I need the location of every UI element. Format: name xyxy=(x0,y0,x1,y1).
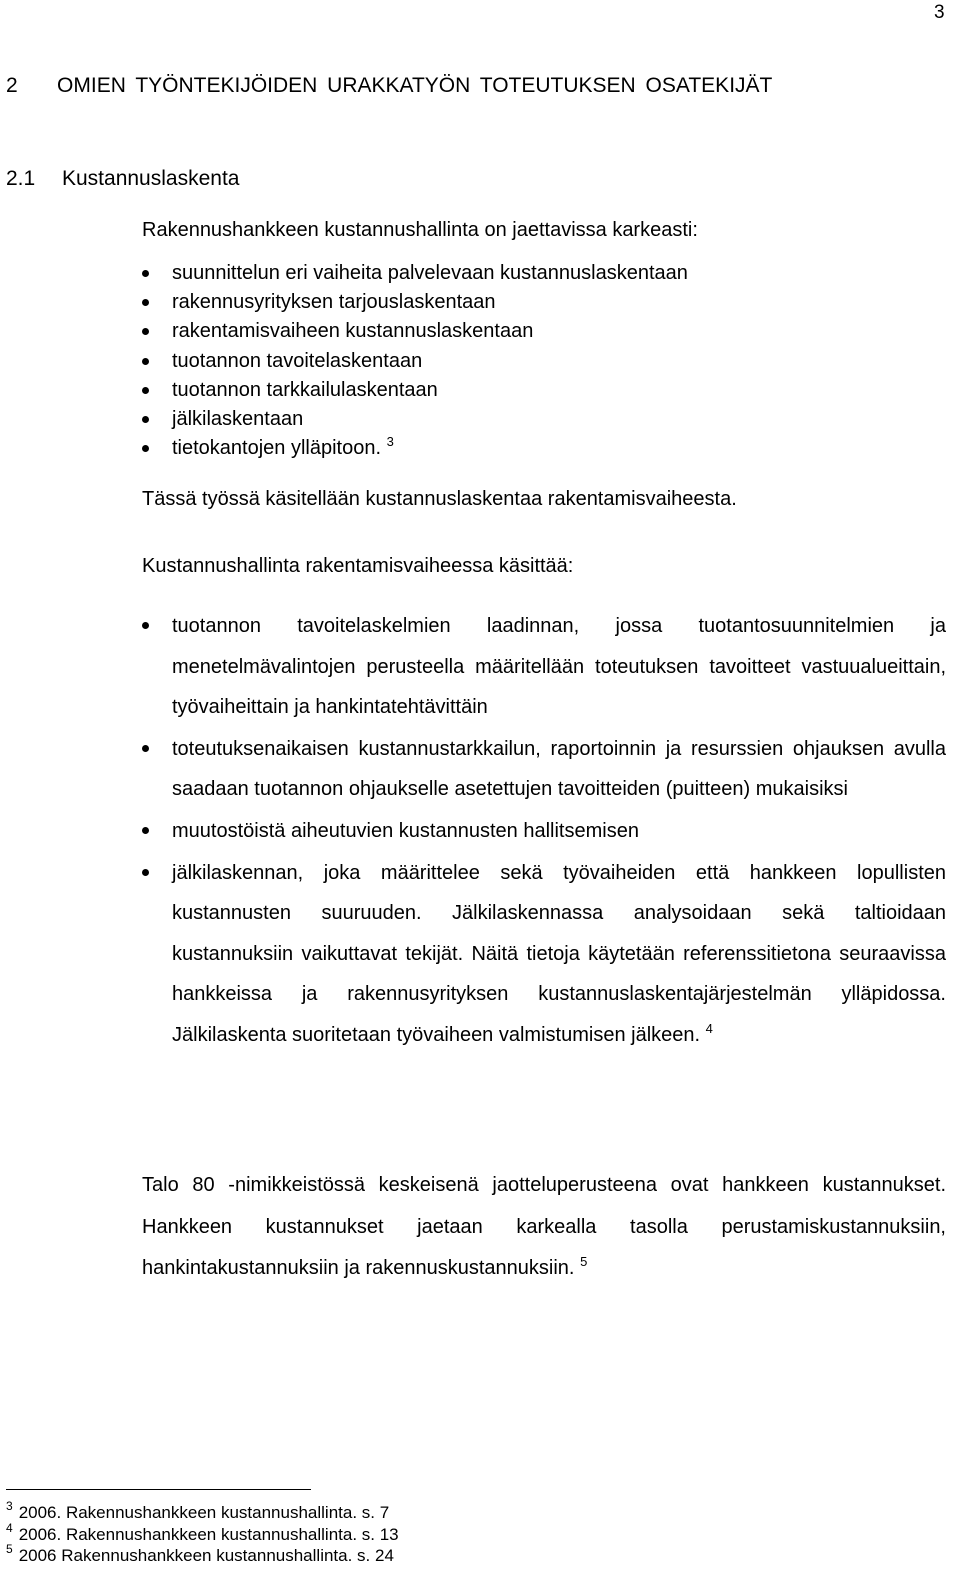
footnote: $^4$ 2006. Rakennushankkeen kustannushallinta. s. 13 xyxy=(6,1520,399,1544)
list-item: jälkilaskentaan xyxy=(142,405,688,434)
list-item: suunnittelun eri vaiheita palvelevaan kustannuslaskentaan xyxy=(142,259,688,288)
section-number: 2.1 xyxy=(6,167,36,190)
footnote: $^5$ 2006 Rakennushankkeen kustannushallinta. s. 24 xyxy=(6,1542,394,1565)
list-item: tuotannon tarkkailulaskentaan xyxy=(142,376,688,405)
scope-paragraph: Tässä työssä käsitellään kustannuslaskentaa rakentamisvaiheesta. xyxy=(142,488,737,510)
intro-paragraph: Rakennushankkeen kustannushallinta on jaettavissa karkeasti: xyxy=(142,219,698,241)
list-item: jälkilaskennan, joka määrittelee sekä työvaiheiden että hankkeen lopullisten kustannusten suuruuden. Jälkilaskennassa analysoidaan sekä taltioidaan kustannuksiin vaikuttavat tekijät. Näitä tietoja käytetään referenssitietona seuraavissa hankkeissa ja rakennusyrityksen kustannuslaskentajärjestelmän ylläpidossa. Jälkilaskenta suoritetaan työvaiheen valmistumisen jälkeen. $^4$ xyxy=(142,853,946,1056)
construction-phase-list xyxy=(142,606,946,1057)
footnote-ref: 3 xyxy=(386,434,394,450)
list-item: tietokantojen ylläpitoon. $^3$ xyxy=(142,434,688,463)
bullet-icon xyxy=(142,270,149,277)
bullet-icon xyxy=(142,622,149,629)
bullet-icon xyxy=(142,358,149,365)
bullet-icon xyxy=(142,328,149,335)
footnote-ref: 4 xyxy=(705,1020,713,1036)
bullet-icon xyxy=(142,299,149,306)
list-item: tuotannon tavoitelaskentaan xyxy=(142,347,688,376)
footnote-ref: 5 xyxy=(580,1254,588,1269)
section-title: Kustannuslaskenta xyxy=(62,167,240,190)
page-number: 3 xyxy=(934,2,945,23)
footnote: $^3$ 2006. Rakennushankkeen kustannushallinta. s. 7 xyxy=(6,1499,390,1522)
footnotes xyxy=(6,1499,399,1567)
bullet-icon xyxy=(142,416,149,423)
list-item: rakentamisvaiheen kustannuslaskentaan xyxy=(142,317,688,346)
cost-management-list xyxy=(142,259,688,463)
bullet-icon xyxy=(142,869,149,876)
bullet-icon xyxy=(142,745,149,752)
talo-paragraph: Talo 80 -nimikkeistössä keskeisenä jaotteluperusteena ovat hankkeen kustannukset. Hankkeen kustannukset jaetaan karkealla tasolla perustamiskustannuksiin, hankintakustannuksiin ja rakennuskustannuksiin. $^5$ xyxy=(142,1174,946,1279)
intro2-paragraph: Kustannushallinta rakentamisvaiheessa käsittää: xyxy=(142,555,574,577)
footnote-divider xyxy=(6,1489,311,1490)
list-item: muutostöistä aiheutuvien kustannusten hallitsemisen xyxy=(142,811,946,852)
bullet-icon xyxy=(142,387,149,394)
list-item: tuotannon tavoitelaskelmien laadinnan, jossa tuotantosuunnitelmien ja menetelmävalintojen perusteella määritellään toteutuksen tavoitteet vastuualueittain, työvaiheittain ja hankintatehtävittäin xyxy=(142,606,946,728)
list-item: toteutuksenaikaisen kustannustarkkailun, raportoinnin ja resurssien ohjauksen avulla saadaan tuotannon ohjaukselle asetettujen tavoitteiden (puitteen) mukaisiksi xyxy=(142,729,946,810)
chapter-heading xyxy=(6,74,772,98)
list-item: rakennusyrityksen tarjouslaskentaan xyxy=(142,288,688,317)
bullet-icon xyxy=(142,827,149,834)
section-heading xyxy=(6,167,239,191)
chapter-number: 2 xyxy=(6,74,18,97)
bullet-icon xyxy=(142,445,149,452)
chapter-title: OMIEN TYÖNTEKIJÖIDEN URAKKATYÖN TOTEUTUKSEN OSATEKIJÄT xyxy=(57,74,773,97)
